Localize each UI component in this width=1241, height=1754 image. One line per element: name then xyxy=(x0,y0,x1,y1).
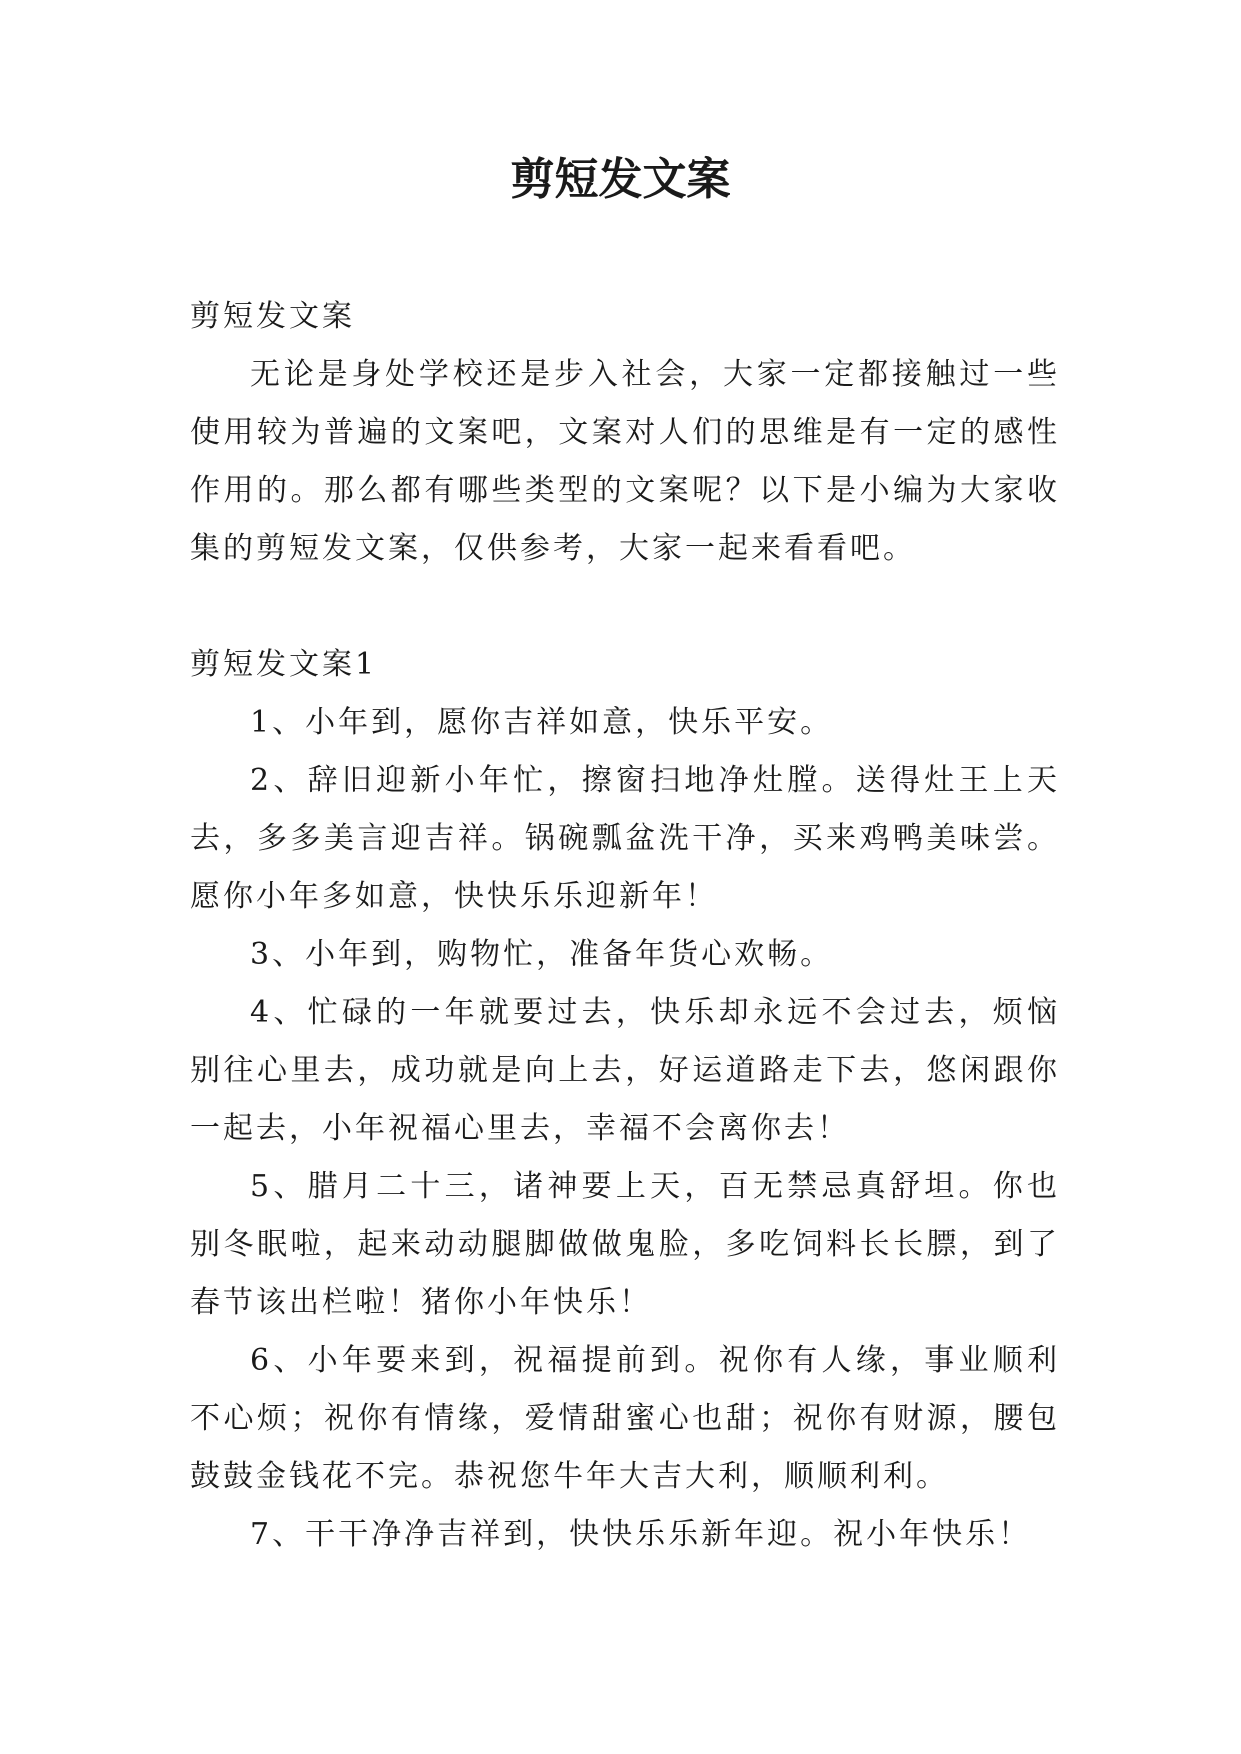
list-item-5: 5、腊月二十三，诸神要上天，百无禁忌真舒坦。你也别冬眠啦，起来动动腿脚做做鬼脸，多吃饲料长长膘，到了春节该出栏啦！猪你小年快乐！ xyxy=(190,1169,1060,1320)
list-item-4: 4、忙碌的一年就要过去，快乐却永远不会过去，烦恼别往心里去，成功就是向上去，好运道路走下去，悠闲跟你一起去，小年祝福心里去，幸福不会离你去！ xyxy=(190,995,1060,1146)
document-body xyxy=(190,288,1060,1564)
list-item-2: 2、辞旧迎新小年忙，擦窗扫地净灶膛。送得灶王上天去，多多美言迎吉祥。锅碗瓢盆洗干净，买来鸡鸭美味尝。愿你小年多如意，快快乐乐迎新年！ xyxy=(190,763,1060,914)
list-item-1: 1、小年到，愿你吉祥如意，快乐平安。 xyxy=(250,705,834,740)
intro-heading: 剪短发文案 xyxy=(190,299,355,334)
section1-heading: 剪短发文案1 xyxy=(190,647,378,682)
intro-paragraph: 无论是身处学校还是步入社会，大家一定都接触过一些使用较为普遍的文案吧，文案对人们的思维是有一定的感性作用的。那么都有哪些类型的文案呢？以下是小编为大家收集的剪短发文案，仅供参考，大家一起来看看吧。 xyxy=(190,357,1060,566)
document-title: 剪短发文案 xyxy=(510,154,731,205)
list-item-6: 6、小年要来到，祝福提前到。祝你有人缘，事业顺利不心烦；祝你有情缘，爱情甜蜜心也甜；祝你有财源，腰包鼓鼓金钱花不完。恭祝您牛年大吉大利，顺顺利利。 xyxy=(190,1343,1060,1494)
list-item-3: 3、小年到，购物忙，准备年货心欢畅。 xyxy=(250,937,834,972)
list-item-7: 7、干干净净吉祥到，快快乐乐新年迎。祝小年快乐！ xyxy=(250,1517,1032,1552)
section-spacer xyxy=(190,578,1060,636)
